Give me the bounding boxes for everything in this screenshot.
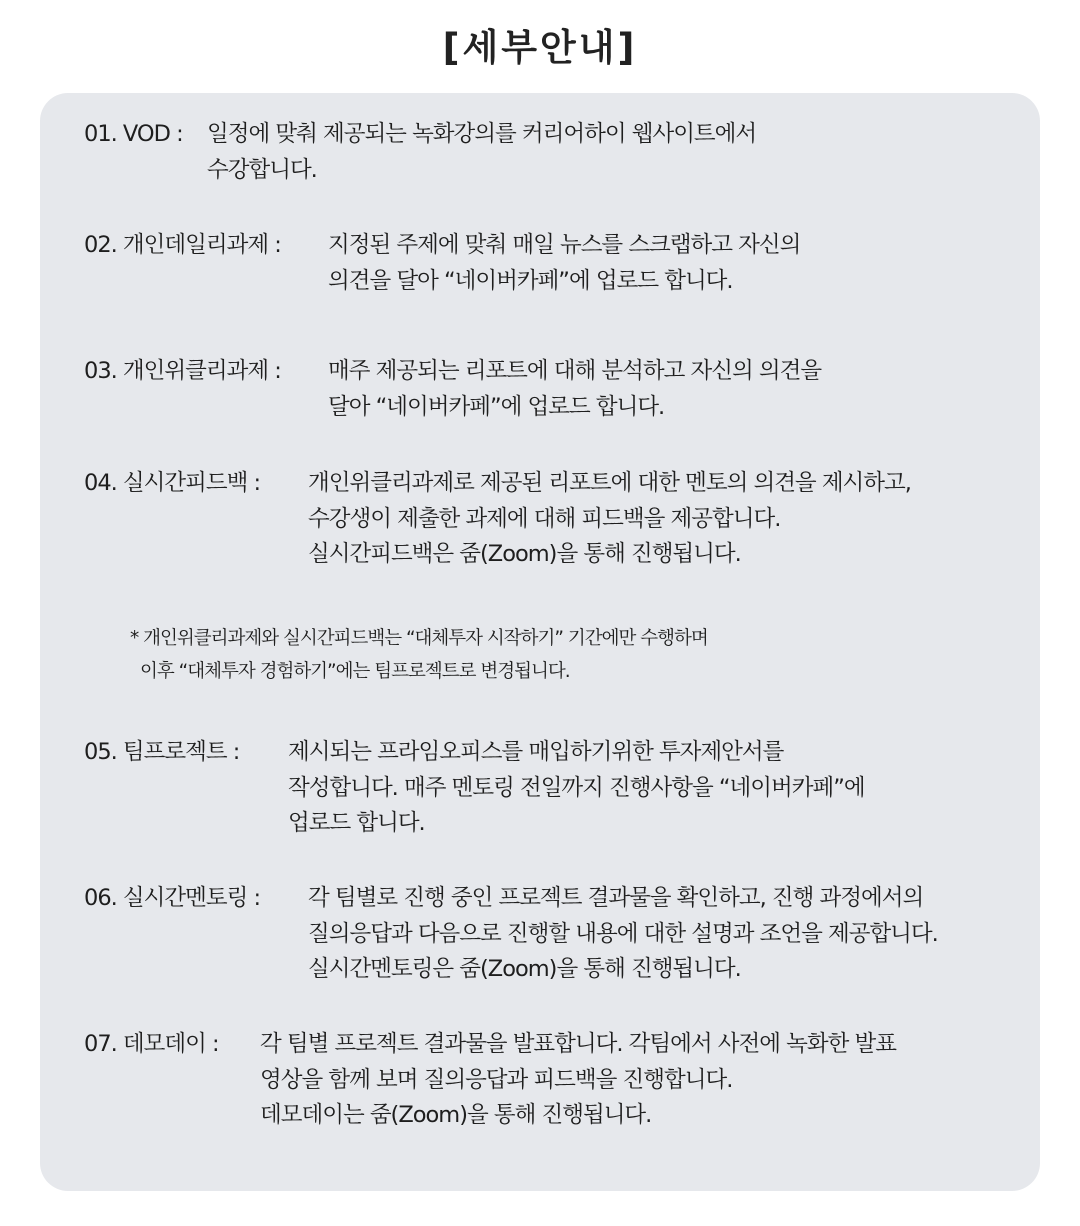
detail-item-line: 일정에 맞춰 제공되는 녹화강의를 커리어하이 웹사이트에서 bbox=[207, 121, 757, 147]
detail-item-line: 수강합니다. bbox=[207, 156, 317, 183]
page-title: [세부안내] bbox=[442, 26, 638, 69]
detail-item-body bbox=[308, 881, 938, 988]
detail-item-label: 07. 데모데이 : bbox=[84, 1031, 219, 1057]
detail-item-line: 개인위클리과제로 제공된 리포트에 대한 멘토의 의견을 제시하고, bbox=[308, 470, 911, 496]
footnote-line: * 개인위클리과제와 실시간피드백는 “대체투자 시작하기” 기간에만 수행하며 bbox=[130, 628, 708, 649]
detail-item-line: 작성합니다. 매주 멘토링 전일까지 진행사항을 “네이버카페”에 bbox=[288, 774, 865, 801]
detail-item-line: 각 팀별로 진행 중인 프로젝트 결과물을 확인하고, 진행 과정에서의 bbox=[308, 885, 924, 911]
detail-item-line: 실시간멘토링은 줌(Zoom)을 통해 진행됩니다. bbox=[308, 956, 741, 982]
detail-item-line: 실시간피드백은 줌(Zoom)을 통해 진행됩니다. bbox=[308, 541, 741, 567]
detail-item-label: 02. 개인데일리과제 : bbox=[84, 232, 281, 258]
detail-item-line: 업로드 합니다. bbox=[288, 810, 425, 836]
detail-item-body bbox=[328, 228, 800, 299]
detail-item-body bbox=[207, 117, 756, 188]
detail-item-line: 데모데이는 줌(Zoom)을 통해 진행됩니다. bbox=[260, 1102, 652, 1128]
detail-item-line: 수강생이 제출한 과제에 대해 피드백을 제공합니다. bbox=[308, 505, 781, 532]
detail-item-label: 03. 개인위클리과제 : bbox=[84, 358, 281, 384]
detail-item-line: 지정된 주제에 맞춰 매일 뉴스를 스크랩하고 자신의 bbox=[328, 232, 801, 258]
detail-item-line: 각 팀별 프로젝트 결과물을 발표합니다. 각팀에서 사전에 녹화한 발표 bbox=[260, 1031, 896, 1057]
footnote bbox=[130, 622, 708, 688]
detail-item-label: 06. 실시간멘토링 : bbox=[84, 885, 261, 911]
detail-item-line: 매주 제공되는 리포트에 대해 분석하고 자신의 의견을 bbox=[328, 358, 822, 384]
detail-item-line: 영상을 함께 보며 질의응답과 피드백을 진행합니다. bbox=[260, 1066, 733, 1093]
detail-item-line: 달아 “네이버카페”에 업로드 합니다. bbox=[328, 393, 665, 420]
footnote-line: 이후 “대체투자 경험하기”에는 팀프로젝트로 변경됩니다. bbox=[140, 661, 570, 682]
detail-item-line: 질의응답과 다음으로 진행할 내용에 대한 설명과 조언을 제공합니다. bbox=[308, 920, 938, 947]
detail-item-body bbox=[308, 466, 911, 573]
detail-item-line: 제시되는 프라임오피스를 매입하기위한 투자제안서를 bbox=[288, 739, 784, 765]
detail-item-line: 의견을 달아 “네이버카페”에 업로드 합니다. bbox=[328, 267, 733, 294]
detail-item-label: 01. VOD : bbox=[84, 121, 183, 147]
detail-item-body bbox=[288, 735, 865, 842]
detail-item-body bbox=[260, 1027, 896, 1134]
detail-item-label: 05. 팀프로젝트 : bbox=[84, 739, 240, 765]
detail-item-body bbox=[328, 354, 821, 425]
detail-item-label: 04. 실시간피드백 : bbox=[84, 470, 261, 496]
